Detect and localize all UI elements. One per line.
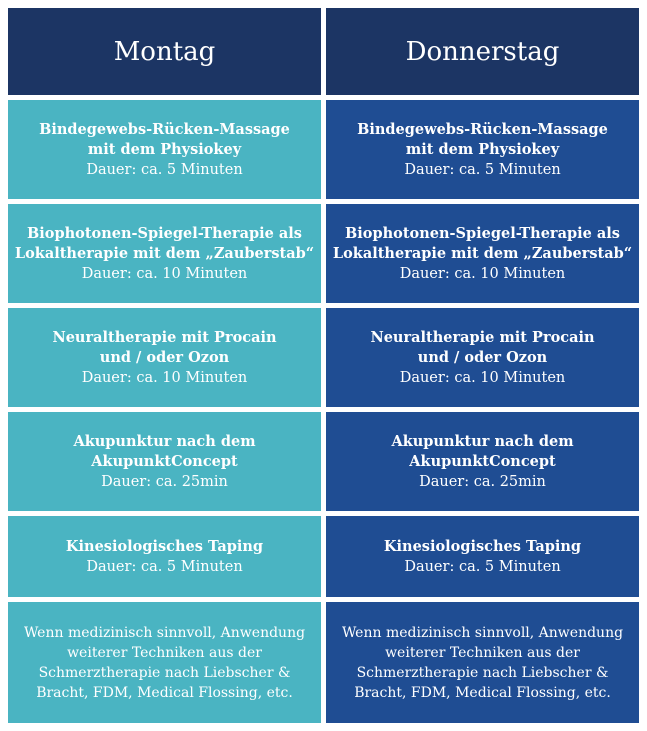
therapy-schedule-table [8, 8, 639, 723]
column-header-thursday: Donnerstag [326, 8, 639, 95]
duration-text: Dauer: ca. 5 Minuten [86, 558, 243, 575]
duration-text: Dauer: ca. 10 Minuten [81, 369, 248, 386]
monday-cell-biophotonen-therapie: Biophotonen-Spiegel-Therapie als Lokaltherapie mit dem „Zauberstab“ Dauer: ca. 10 Minuten [8, 204, 321, 303]
duration-text: Dauer: ca. 25min [101, 473, 228, 490]
duration-text: Dauer: ca. 5 Minuten [86, 161, 243, 178]
thursday-cell-kinesio-taping: Kinesiologisches Taping Dauer: ca. 5 Minuten [326, 516, 639, 597]
duration-text: Dauer: ca. 10 Minuten [81, 265, 248, 282]
duration-text: Dauer: ca. 10 Minuten [399, 369, 566, 386]
monday-cell-additional-techniques: Wenn medizinisch sinnvoll, Anwendung weiterer Techniken aus der Schmerztherapie nach Liebscher & Bracht, FDM, Medical Flossing, etc. [8, 602, 321, 723]
monday-cell-physiokey-massage: Bindegewebs-Rücken-Massage mit dem Physiokey Dauer: ca. 5 Minuten [8, 100, 321, 199]
monday-cell-neuraltherapie: Neuraltherapie mit Procain und / oder Ozon Dauer: ca. 10 Minuten [8, 308, 321, 407]
thursday-cell-physiokey-massage: Bindegewebs-Rücken-Massage mit dem Physiokey Dauer: ca. 5 Minuten [326, 100, 639, 199]
monday-cell-akupunktur: Akupunktur nach dem AkupunktConcept Dauer: ca. 25min [8, 412, 321, 511]
column-header-monday: Montag [8, 8, 321, 95]
thursday-cell-neuraltherapie: Neuraltherapie mit Procain und / oder Ozon Dauer: ca. 10 Minuten [326, 308, 639, 407]
duration-text: Dauer: ca. 25min [419, 473, 546, 490]
thursday-cell-biophotonen-therapie: Biophotonen-Spiegel-Therapie als Lokaltherapie mit dem „Zauberstab“ Dauer: ca. 10 Minuten [326, 204, 639, 303]
thursday-cell-additional-techniques: Wenn medizinisch sinnvoll, Anwendung weiterer Techniken aus der Schmerztherapie nach Liebscher & Bracht, FDM, Medical Flossing, etc. [326, 602, 639, 723]
duration-text: Dauer: ca. 5 Minuten [404, 161, 561, 178]
duration-text: Dauer: ca. 10 Minuten [399, 265, 566, 282]
thursday-cell-akupunktur: Akupunktur nach dem AkupunktConcept Dauer: ca. 25min [326, 412, 639, 511]
duration-text: Dauer: ca. 5 Minuten [404, 558, 561, 575]
monday-cell-kinesio-taping: Kinesiologisches Taping Dauer: ca. 5 Minuten [8, 516, 321, 597]
